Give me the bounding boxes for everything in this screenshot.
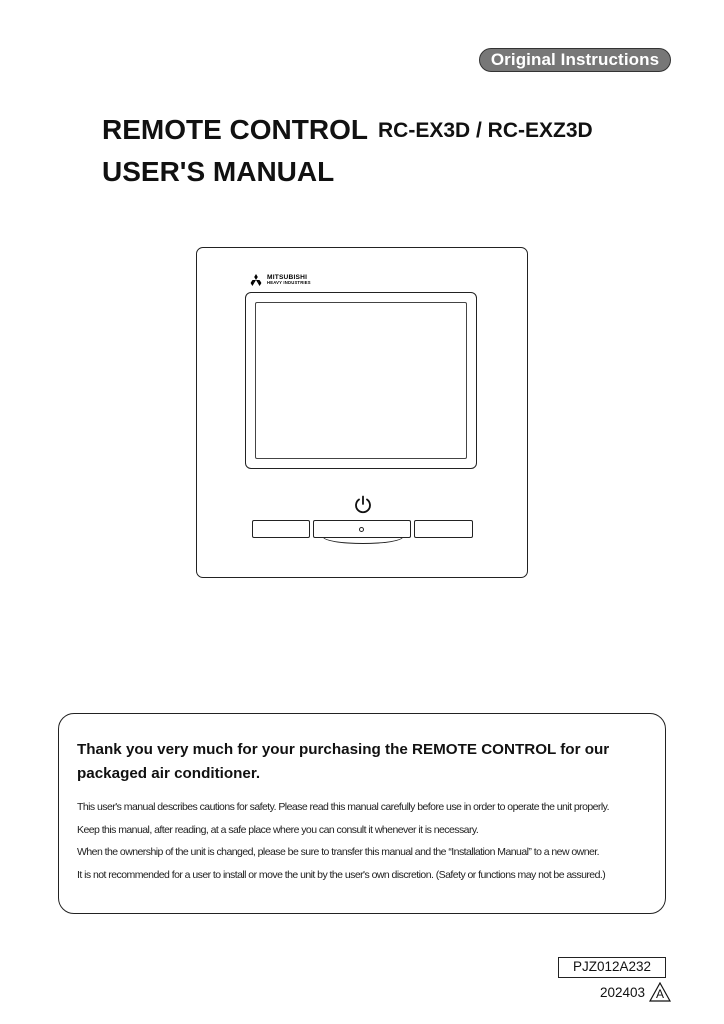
notice-heading: Thank you very much for your purchasing the REMOTE CONTROL for our packaged air conditioner. xyxy=(77,741,610,782)
mitsubishi-logo xyxy=(249,274,311,286)
display-screen xyxy=(245,292,477,469)
revision-mark xyxy=(649,982,671,1002)
center-button[interactable] xyxy=(313,520,411,538)
logo-line1: MITSUBISHI xyxy=(267,273,308,281)
revision-letter: A xyxy=(656,987,665,1001)
original-instructions-badge: Original Instructions xyxy=(479,48,671,72)
date-revision xyxy=(600,982,671,1002)
notice-line: This user's manual describes cautions for safety. Please read this manual carefully before use in order to operate the unit properly. xyxy=(77,801,609,813)
document-code: PJZ012A232 xyxy=(558,957,666,978)
center-button-lip xyxy=(323,537,403,544)
notice-line: Keep this manual, after reading, at a safe place where you can consult it whenever it is necessary. xyxy=(77,823,479,836)
document-title xyxy=(102,114,593,146)
remote-control-illustration xyxy=(196,247,528,578)
notice-line: It is not recommended for a user to install or move the unit by the user's own discretion. (Safety or functions may not be assured.) xyxy=(77,869,606,882)
logo-line2: HEAVY INDUSTRIES xyxy=(267,280,311,285)
document-subtitle: USER'S MANUAL xyxy=(102,156,335,187)
notice-body xyxy=(77,800,657,891)
indicator-lamp xyxy=(359,527,364,532)
date-code: 202403 xyxy=(600,984,646,1000)
mitsubishi-diamonds-icon xyxy=(249,274,263,286)
left-button[interactable] xyxy=(252,520,310,538)
title-main: REMOTE CONTROL xyxy=(102,114,368,145)
model-number: RC-EX3D / RC-EXZ3D xyxy=(378,119,593,142)
notice-box xyxy=(58,713,666,914)
notice-line: When the ownership of the unit is changed, please be sure to transfer this manual and the “Installation Manual” to a new owner. xyxy=(77,846,600,859)
right-button[interactable] xyxy=(414,520,473,538)
display-screen-inner xyxy=(255,302,467,459)
power-icon xyxy=(352,493,374,515)
